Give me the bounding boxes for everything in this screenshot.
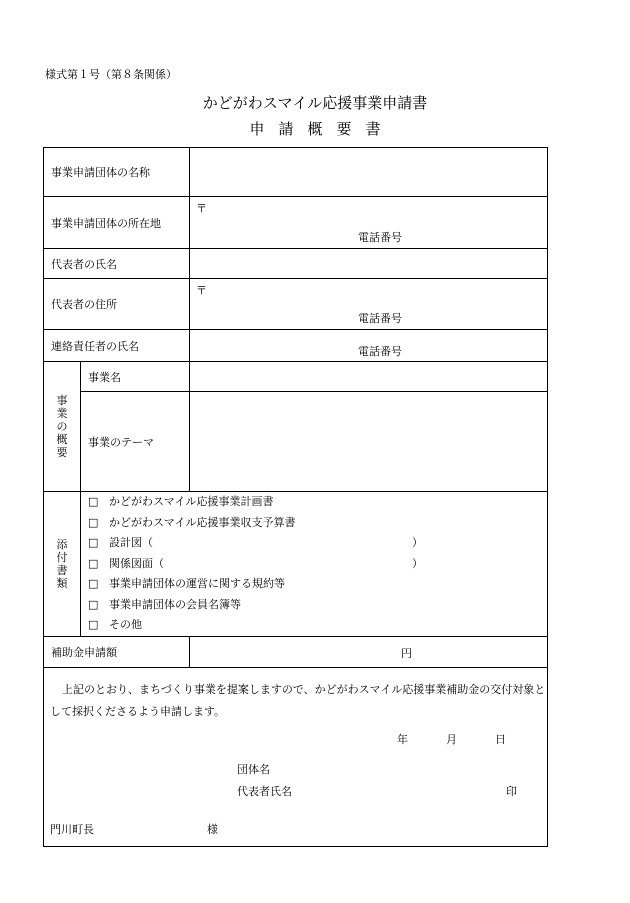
statement-row (44, 667, 548, 846)
honorific: 様 (207, 822, 218, 836)
checkbox[interactable]: □ (88, 536, 99, 549)
checkbox[interactable]: □ (88, 597, 99, 611)
org-address-label: 事業申請団体の所在地 (44, 197, 190, 249)
yen-unit: 円 (401, 646, 412, 660)
attachment-label: 設計図（ (109, 536, 153, 549)
project-theme-row (44, 392, 548, 492)
org-name-row (44, 148, 548, 197)
attachment-label: 関係図面（ (109, 556, 164, 570)
project-name-label: 事業名 (81, 362, 190, 392)
attachment-item (81, 595, 547, 616)
close-paren: ） (412, 536, 423, 549)
date-month-label: 月 (446, 732, 457, 746)
application-form-table (43, 147, 548, 847)
date-day-label: 日 (495, 732, 506, 746)
seal-mark: 印 (506, 784, 517, 798)
subsidy-label: 補助金申請額 (44, 636, 190, 667)
org-name-field[interactable] (190, 148, 548, 197)
document-title: かどがわスマイル応援事業申請書 (202, 94, 428, 112)
project-name-row (44, 362, 548, 392)
attachment-label: かどがわスマイル応援事業収支予算書 (109, 515, 296, 529)
attachment-item (81, 574, 547, 595)
attachment-label: かどがわスマイル応援事業計画書 (109, 495, 274, 508)
rep-name-field[interactable] (190, 249, 548, 279)
close-paren: ） (412, 556, 423, 570)
rep-address-field[interactable] (190, 279, 548, 330)
org-address-field[interactable] (190, 197, 548, 249)
checkbox[interactable]: □ (88, 577, 99, 590)
attachment-item (81, 513, 547, 534)
attachment-label: 事業申請団体の運営に関する規約等 (109, 577, 285, 590)
org-address-row (44, 197, 548, 249)
attachments-row (44, 492, 548, 637)
rep-phone-label: 電話番号 (358, 312, 402, 325)
date-year-label: 年 (397, 732, 408, 746)
project-name-field[interactable] (190, 362, 548, 392)
overview-section-label: 事 業 の 概 要 (44, 362, 81, 492)
checkbox[interactable]: □ (88, 515, 99, 529)
rep-address-label: 代表者の住所 (44, 279, 190, 330)
org-name-sign-label: 団体名 (237, 762, 270, 776)
checkbox[interactable]: □ (88, 495, 99, 508)
statement-section (44, 667, 548, 846)
checkbox[interactable]: □ (88, 618, 99, 631)
attachments-list (81, 492, 548, 637)
rep-name-label: 代表者の氏名 (44, 249, 190, 279)
contact-phone-label: 電話番号 (358, 345, 402, 358)
addressee: 門川町長 (50, 822, 94, 836)
checkbox[interactable]: □ (88, 556, 99, 570)
statement-text: 上記のとおり、まちづくり事業を提案しますので、かどがわスマイル応援事業補助金の交付対象として採択くださるよう申請します。 (50, 682, 546, 718)
rep-name-sign-label: 代表者氏名 (237, 784, 292, 798)
attachments-section-label: 添 付 書 類 (44, 492, 81, 637)
attachment-item (81, 615, 547, 636)
contact-field[interactable] (190, 330, 548, 362)
postal-mark: 〒 (196, 202, 207, 215)
attachment-item (81, 554, 547, 575)
attachment-item (81, 492, 547, 513)
contact-label: 連絡責任者の氏名 (44, 330, 190, 362)
document-subtitle: 申請概要書 (249, 120, 395, 138)
subsidy-row (44, 636, 548, 667)
org-name-label: 事業申請団体の名称 (44, 148, 190, 197)
postal-mark: 〒 (196, 284, 207, 297)
form-number: 様式第１号（第８条関係） (45, 68, 177, 81)
project-theme-label: 事業のテーマ (81, 392, 190, 492)
attachment-label: その他 (109, 618, 142, 631)
org-phone-label: 電話番号 (358, 231, 402, 244)
subsidy-amount-field[interactable] (190, 636, 548, 667)
rep-address-row (44, 279, 548, 330)
contact-row (44, 330, 548, 362)
attachment-item (81, 533, 547, 554)
project-theme-field[interactable] (190, 392, 548, 492)
rep-name-row (44, 249, 548, 279)
attachment-label: 事業申請団体の会員名簿等 (109, 597, 241, 611)
